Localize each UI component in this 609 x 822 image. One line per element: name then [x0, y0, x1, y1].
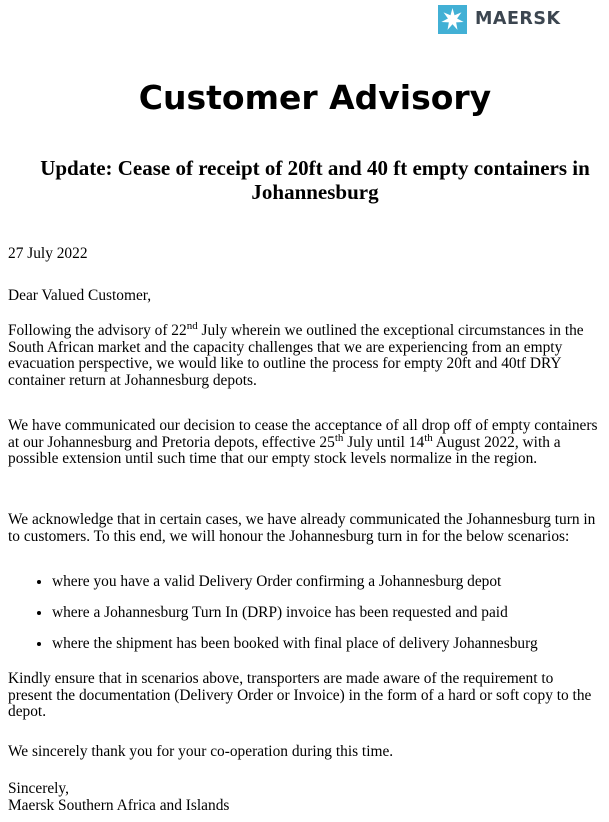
company-signature: Maersk Southern Africa and Islands	[8, 797, 230, 814]
list-item: • where a Johannesburg Turn In (DRP) invoice has been requested and paid	[52, 604, 538, 635]
maersk-logo	[438, 3, 561, 35]
paragraph-cease-decision	[8, 418, 600, 468]
ordinal-suffix: th	[424, 431, 433, 444]
paragraph-text: August 2022, with a possible extension until such time that our empty stock levels normalize in the region.	[8, 433, 561, 467]
paragraph-advisory-reference	[8, 320, 600, 389]
ordinal-suffix: th	[334, 431, 344, 444]
seven-point-star-icon	[438, 5, 467, 34]
signoff: Sincerely,	[8, 780, 69, 797]
list-item: • where you have a valid Delivery Order confirming a Johannesburg depot	[52, 573, 538, 604]
paragraph-text: Following the advisory of 22	[8, 322, 187, 339]
paragraph-exceptions: We acknowledge that in certain cases, we have already communicated the Johannesburg turn in to customers. To this end, we will honour the Johannesburg turn in for the below scenarios:	[8, 511, 596, 545]
advisory-date: 27 July 2022	[8, 245, 88, 262]
greeting: Dear Valued Customer,	[8, 287, 152, 304]
paragraph-transporter-instructions: Kindly ensure that in scenarios above, transporters are made aware of the requirement to present the documentation (Delivery Order or Invoice) in the form of a hard or soft copy to the depot.	[8, 670, 592, 720]
paragraph-text: July wherein we outlined the exceptional circumstances in the South African market and the capacity challenges that we are experiencing from an empty evacuation perspective, we would like to outline the process for empty 20ft and 40tf DRY container return at Johannesburg depots.	[8, 322, 584, 389]
advisory-subtitle: Update: Cease of receipt of 20ft and 40 ft empty containers in Johannesburg	[40, 156, 590, 204]
paragraph-thanks: We sincerely thank you for your co-operation during this time.	[8, 743, 394, 760]
ordinal-suffix: nd	[186, 320, 198, 332]
list-item: • where the shipment has been booked with final place of delivery Johannesburg	[52, 635, 538, 666]
page-title: Customer Advisory	[138, 78, 492, 117]
brand-name: MAERSK	[475, 9, 561, 29]
paragraph-text: We have communicated our decision to cease the acceptance of all drop off of empty containers at our Johannesburg and Pretoria depots, effective 25	[8, 417, 598, 451]
scenario-list	[8, 573, 538, 666]
paragraph-text: July until 14	[343, 433, 425, 451]
